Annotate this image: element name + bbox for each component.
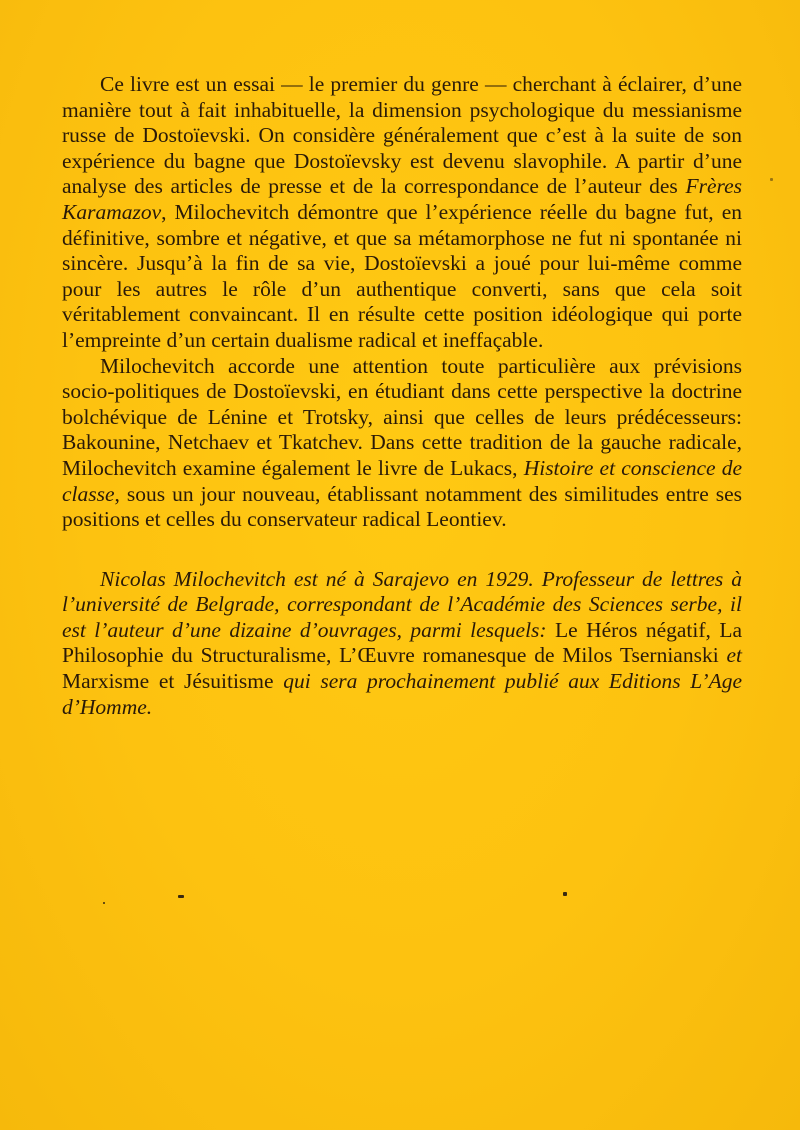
- p1-run-1: Ce livre est un essai — le premier du genre — cherchant à éclairer, d’une manière tout à fait inhabituelle, la dimension psychologique du messianisme russe de Dostoïevski. On considère généralement que c’est à la suite de son expérience du bagne que Dostoïevsky est devenu slavophile. A partir d’une analyse des articles de presse et de la correspondance de l’auteur des: [62, 72, 742, 199]
- text-block: [62, 72, 742, 720]
- bio-run-3: et: [726, 643, 742, 668]
- print-speck: [103, 902, 105, 904]
- p1-run-3: , Milochevitch démontre que l’expérience réelle du bagne fut, en définitive, sombre et négative, et que sa métamorphose ne fut ni spontanée ni sincère. Jusqu’à la fin de sa vie, Dostoïevski a joué pour lui-même comme pour les autres le rôle d’un authentique converti, sans que cela soit véritablement convaincant. Il en résulte cette position idéologique qui porte l’empreinte d’un certain dualisme radical et ineffaçable.: [62, 199, 742, 352]
- book-title-freres-karamazov: Frères Karamazov: [62, 174, 742, 224]
- print-speck: [770, 178, 773, 181]
- p2-run-1: Milochevitch accorde une attention toute particulière aux prévisions socio-politiques de Dostoïevski, en étudiant dans cette perspective la doctrine bolchévique de Lénine et Trotsky, ainsi que celles de leurs prédécesseurs: Bakounine, Netchaev et Tkatchev. Dans cette tradition de la gauche radicale, Milochevitch examine également le livre de Lukacs,: [62, 353, 742, 480]
- print-speck: [178, 895, 184, 898]
- book-title-histoire-conscience: Histoire et conscience de classe: [62, 455, 742, 506]
- bio-run-1: Nicolas Milochevitch est né à Sarajevo en 1929. Professeur de lettres à l’université de Belgrade, correspondant de l’Académie des Sciences serbe, il est l’auteur d’une dizaine d’ouvrages, parmi lesquels:: [62, 566, 742, 642]
- p2-run-3: , sous un jour nouveau, établissant notamment des similitudes entre ses positions et celles du conservateur radical Leontiev.: [62, 481, 742, 532]
- bio-work-marxisme: Marxisme et Jésuitisme: [62, 669, 284, 694]
- author-bio: [62, 567, 742, 721]
- bio-run-5: qui sera prochainement publié aux Editions L’Age d’Homme.: [62, 669, 742, 719]
- bio-works-list: Le Héros négatif, La Philosophie du Structuralisme, L’Œuvre romanesque de Milos Tsernianski: [62, 617, 743, 668]
- print-speck: [563, 892, 567, 896]
- description-paragraph-1: [62, 72, 742, 354]
- description-paragraph-2: [62, 354, 742, 533]
